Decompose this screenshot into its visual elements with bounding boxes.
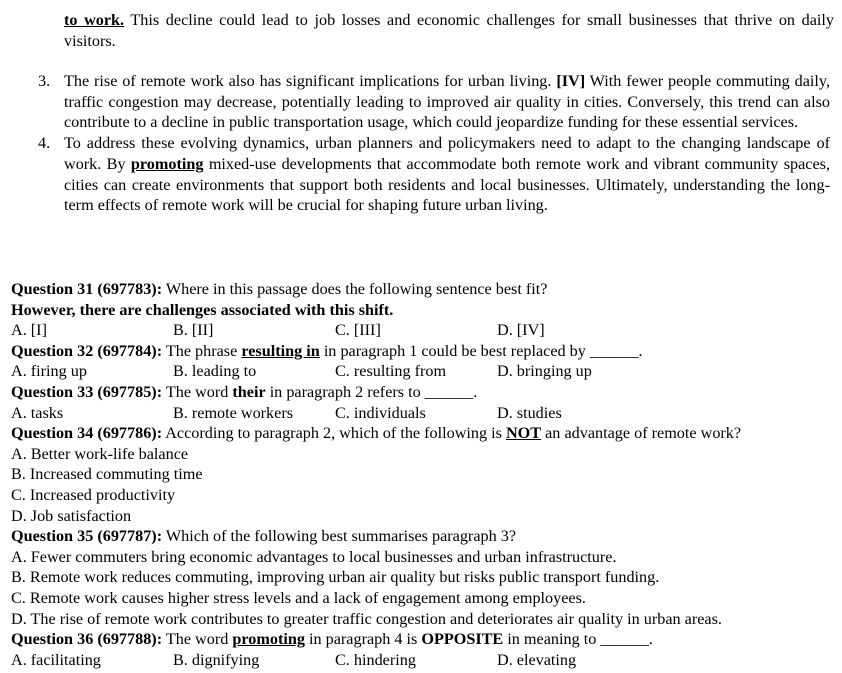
question-label: Question 32 (697784): <box>11 341 163 360</box>
option-d[interactable]: D. Job satisfaction <box>11 506 132 525</box>
question-33-options <box>11 403 839 424</box>
option-c[interactable]: C. Increased productivity <box>11 485 176 504</box>
question-text: in paragraph 2 refers to ______. <box>265 382 478 401</box>
underlined-word-promoting: promoting <box>232 630 305 649</box>
question-31 <box>11 279 839 300</box>
underlined-phrase: resulting in <box>241 341 320 360</box>
option-a[interactable]: A. Fewer commuters bring economic advantages to local businesses and urban infrastructure. <box>11 547 617 566</box>
paragraph-2-continuation <box>64 10 834 51</box>
option-c[interactable]: C. individuals <box>335 403 426 422</box>
question-33 <box>11 382 839 403</box>
question-32 <box>11 341 839 362</box>
option-d[interactable]: D. elevating <box>497 650 577 669</box>
question-35 <box>11 526 839 547</box>
emphasis-opposite: OPPOSITE <box>421 630 504 649</box>
option-c[interactable]: C. [III] <box>335 321 381 340</box>
paragraph-3 <box>0 71 830 133</box>
option-d[interactable]: D. The rise of remote work contributes to greater traffic congestion and deteriorates air quality in urban areas. <box>11 609 722 628</box>
option-b[interactable]: B. leading to <box>173 362 257 381</box>
question-label: Question 31 (697783): <box>11 280 163 298</box>
question-label: Question 35 (697787): <box>11 527 163 546</box>
option-a[interactable]: A. [I] <box>11 321 47 340</box>
question-text: in meaning to ______. <box>503 630 653 649</box>
question-label: Question 33 (697785): <box>11 382 163 401</box>
option-d[interactable]: D. bringing up <box>497 362 592 381</box>
question-31-options <box>11 320 839 341</box>
question-32-options <box>11 361 839 382</box>
question-text: an advantage of remote work? <box>541 424 742 443</box>
question-label: Question 34 (697786): <box>11 424 163 443</box>
question-text: According to paragraph 2, which of the following is <box>162 424 506 443</box>
paragraph-text: The rise of remote work also has significant implications for urban living. <box>64 72 557 90</box>
referenced-word: their <box>232 382 266 401</box>
question-36-options <box>11 650 839 671</box>
question-34 <box>11 423 839 444</box>
option-c[interactable]: C. resulting from <box>335 362 447 381</box>
question-text: in paragraph 4 is <box>304 630 422 649</box>
option-b[interactable]: B. [II] <box>173 321 214 340</box>
insert-sentence: However, there are challenges associated with this shift. <box>11 300 394 319</box>
questions-section <box>11 279 839 670</box>
paragraph-number: 4. <box>38 134 51 153</box>
paragraph-text: To address these evolving dynamics, urban planners and policymakers need to adapt to the changing landscape of work. By <box>64 134 830 173</box>
option-a[interactable]: A. Better work-life balance <box>11 444 189 463</box>
option-b[interactable]: B. Remote work reduces commuting, improving urban air quality but risks public transport funding. <box>11 568 660 587</box>
paragraph-4 <box>0 133 830 216</box>
question-31-sentence <box>11 300 839 321</box>
question-36 <box>11 629 839 650</box>
option-a[interactable]: A. tasks <box>11 403 64 422</box>
paragraph-text: mixed-use developments that accommodate both remote work and vibrant community spaces, cities can create environments that support both residents and local businesses. Ultimately, understanding the long-term effects of remote work will be crucial for shaping future urban living. <box>64 154 830 215</box>
option-b[interactable]: B. remote workers <box>173 403 294 422</box>
question-text: The word <box>162 630 233 649</box>
question-text: Where in this passage does the following sentence best fit? <box>162 280 548 298</box>
option-c[interactable]: C. hindering <box>335 650 416 669</box>
option-b[interactable]: B. dignifying <box>173 650 260 669</box>
option-b[interactable]: B. Increased commuting time <box>11 465 203 484</box>
question-text: The phrase <box>162 341 242 360</box>
question-label: Question 36 (697788): <box>11 630 163 649</box>
option-d[interactable]: D. [IV] <box>497 321 545 340</box>
emphasis-not: NOT <box>505 424 542 443</box>
paragraph-number: 3. <box>38 72 51 90</box>
option-a[interactable]: A. facilitating <box>11 650 101 669</box>
underlined-word-promoting: promoting <box>130 154 204 173</box>
underlined-phrase: to work. <box>64 11 125 29</box>
question-text: in paragraph 1 could be best replaced by ______. <box>319 341 643 360</box>
option-a[interactable]: A. firing up <box>11 362 87 381</box>
position-marker-iv: [IV] <box>556 72 586 90</box>
question-text: The word <box>162 382 233 401</box>
numbered-paragraphs <box>0 71 842 216</box>
question-text: Which of the following best summarises paragraph 3? <box>162 527 517 546</box>
paragraph-text: With fewer people commuting daily, traffic congestion may decrease, potentially leading to improved air quality in cities. Conversely, this trend can also contribute to a decline in public transportation usage, which could jeopardize funding for these essential services. <box>64 72 830 132</box>
option-c[interactable]: C. Remote work causes higher stress levels and a lack of engagement among employees. <box>11 588 586 607</box>
option-d[interactable]: D. studies <box>497 403 562 422</box>
paragraph-text: This decline could lead to job losses and economic challenges for small businesses that thrive on daily visitors. <box>64 11 834 50</box>
